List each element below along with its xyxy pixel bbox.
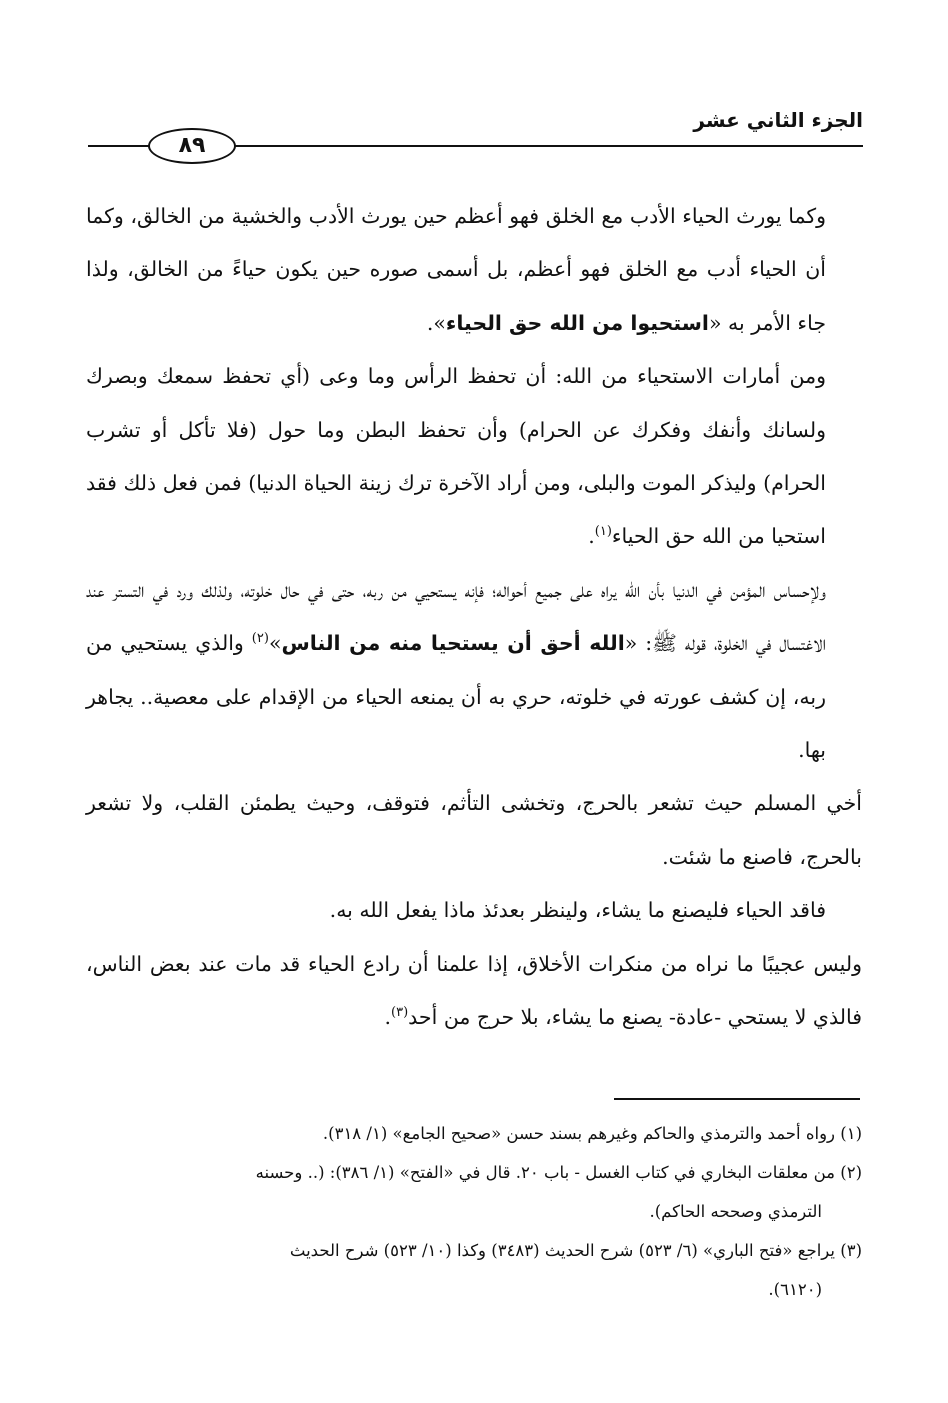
footnote (86, 1231, 862, 1309)
footnote-line: (٦١٢٠). (768, 1280, 822, 1299)
paragraph (86, 777, 862, 884)
footnote-line: (١) رواه أحمد والترمذي والحاكم وغيرهم بسند حسن «صحيح الجامع» (١/ ٣١٨). (322, 1124, 862, 1143)
footnote-separator (614, 1098, 860, 1100)
text-run: فاقد الحياء فليصنع ما يشاء، ولينظر بعدئذ ماذا يفعل الله به. (329, 898, 826, 923)
footnote-line: (٣) يراجع «فتح الباري» (٦/ ٥٢٣) شرح الحديث (٣٤٨٣) وكذا (١٠/ ٥٢٣) شرح الحديث (289, 1241, 862, 1260)
footnote-line: (٢) من معلقات البخاري في كتاب الغسل - باب ٢٠. قال في «الفتح» (١/ ٣٨٦): (.. وحسنه (255, 1163, 862, 1182)
footnote-line: الترمذي وصححه الحاكم). (649, 1202, 822, 1221)
hadith-quote: الله أحق أن يستحيا منه من الناس (281, 631, 625, 656)
text-run: . (588, 524, 595, 549)
footnote-ref: (٣) (391, 1005, 409, 1021)
footnote-ref: (٢) (251, 631, 269, 647)
footnote (86, 1153, 862, 1231)
footnotes (86, 1114, 862, 1309)
text-run: أخي المسلم حيث تشعر بالحرج، وتخشى التأثم، فتوقف، وحيث يطمئن القلب، ولا تشعر بالحرج، فاصنع ما شئت. (86, 791, 862, 869)
footnote-ref: (١) (594, 524, 612, 540)
text-run: ». (426, 310, 446, 335)
footnote (86, 1114, 862, 1153)
text-run: وكما يورث الحياء الأدب مع الخلق فهو أعظم حين يورث الأدب والخشية من الخالق، وكما أن الحياء أدب مع الخلق فهو أعظم، بل أسمى صوره حين يكون حياءً من الخالق، ولذا جاء الأمر به « (86, 204, 826, 335)
paragraph (86, 938, 862, 1045)
text-run: ولإحساس المؤمن في الدنيا بأن الله يراه على جميع أحواله؛ فإنه يستحيي من ربه، حتى في حال خلوته، ولذلك ورد في التستر عند الاغتسال في الخلوة، قوله ﷺ: « (86, 577, 826, 656)
text-run: » (268, 631, 282, 656)
text-run: وليس عجيبًا ما نراه من منكرات الأخلاق، إذا علمنا أن رادع الحياء قد مات عند بعض الناس، فالذي لا يستحي -عادة- يصنع ما يشاء، بلا حرج من أحد (86, 951, 862, 1030)
paragraph (86, 190, 862, 350)
text-run: . (384, 1005, 392, 1030)
main-text (86, 190, 862, 1045)
running-title: الجزء الثاني عشر (693, 108, 863, 132)
hadith-quote: استحيوا من الله حق الحياء (445, 310, 709, 335)
text-run: والذي يستحيي من ربه، إن كشف عورته في خلوته، حري به أن يمنعه الحياء من الإقدام على معصية.. يجاهر بها. (86, 631, 826, 763)
paragraph (86, 350, 862, 564)
text-run: ومن أمارات الاستحياء من الله: أن تحفظ الرأس وما وعى (أي تحفظ سمعك وبصرك ولسانك وأنفك وفكرك عن الحرام) وأن تحفظ البطن وما حول (فلا تأكل أو تشرب الحرام) وليذكر الموت والبلى، ومن أراد الآخرة ترك زينة الحياة الدنيا) فمن فعل ذلك فقد استحيا من الله حق الحياء (86, 364, 826, 549)
paragraph (86, 884, 862, 937)
page-header (88, 108, 863, 168)
page-number: ٨٩ (148, 128, 236, 164)
paragraph (86, 564, 862, 778)
